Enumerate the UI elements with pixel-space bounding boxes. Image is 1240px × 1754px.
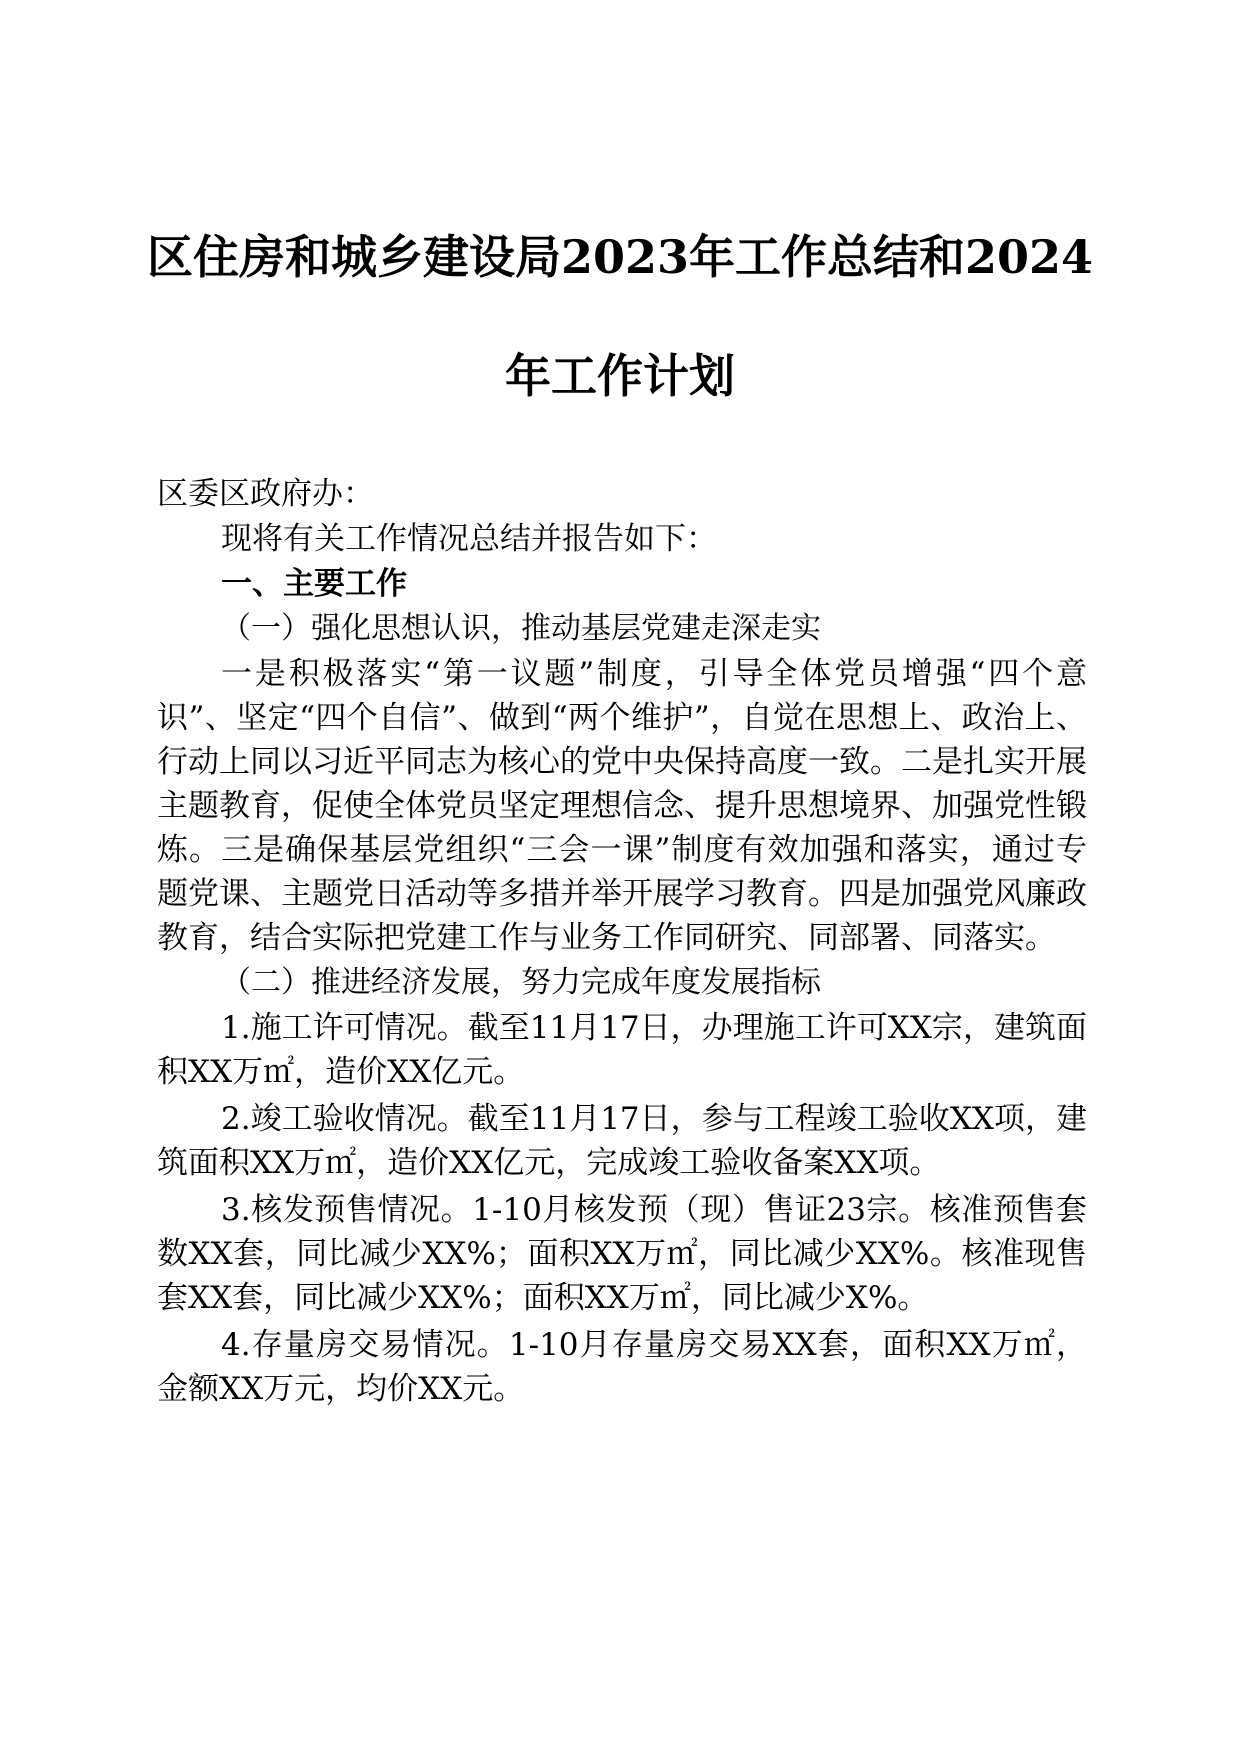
subsection-1-paragraph: 一是积极落实“第一议题”制度，引导全体党员增强“四个意识”、坚定“四个自信”、做到“两个维护”，自觉在思想上、政治上、行动上同以习近平同志为核心的党中央保持高度一致。二是扎实开展主题教育，促使全体党员坚定理想信念、提升思想境界、加强党性锻炼。三是确保基层党组织“三会一课”制度有效加强和落实，通过专题党课、主题党日活动等多措并举开展学习教育。四是加强党风廉政教育，结合实际把党建工作与业务工作同研究、同部署、同落实。 xyxy=(157,656,1087,956)
item-presale-permits: 3.核发预售情况。1-10月核发预（现）售证23宗。核准预售套数XX套，同比减少XX%；面积XX万㎡，同比减少XX%。核准现售套XX套，同比减少XX%；面积XX万㎡，同比减少X%。 xyxy=(157,1192,1087,1316)
item-construction-permits: 1.施工许可情况。截至11月17日，办理施工许可XX宗，建筑面积XX万㎡，造价XX亿元。 xyxy=(157,1010,1087,1090)
document-body xyxy=(157,472,1087,1412)
document-title-line-1: 区住房和城乡建设局2023年工作总结和2024 xyxy=(146,230,1094,284)
item-existing-housing-transactions: 4.存量房交易情况。1-10月存量房交易XX套，面积XX万㎡，金额XX万元，均价XX元。 xyxy=(157,1327,1087,1407)
section-heading-main-work: 一、主要工作 xyxy=(221,566,407,602)
subsection-heading-2: （二）推进经济发展，努力完成年度发展指标 xyxy=(221,965,821,1000)
intro-paragraph: 现将有关工作情况总结并报告如下： xyxy=(221,521,717,557)
item-completion-acceptance: 2.竣工验收情况。截至11月17日，参与工程竣工验收XX项，建筑面积XX万㎡，造价XX亿元，完成竣工验收备案XX项。 xyxy=(157,1101,1087,1181)
subsection-heading-1: （一）强化思想认识，推动基层党建走深走实 xyxy=(221,611,821,646)
document-title-line-2: 年工作计划 xyxy=(505,349,735,403)
salutation: 区委区政府办： xyxy=(157,476,374,512)
